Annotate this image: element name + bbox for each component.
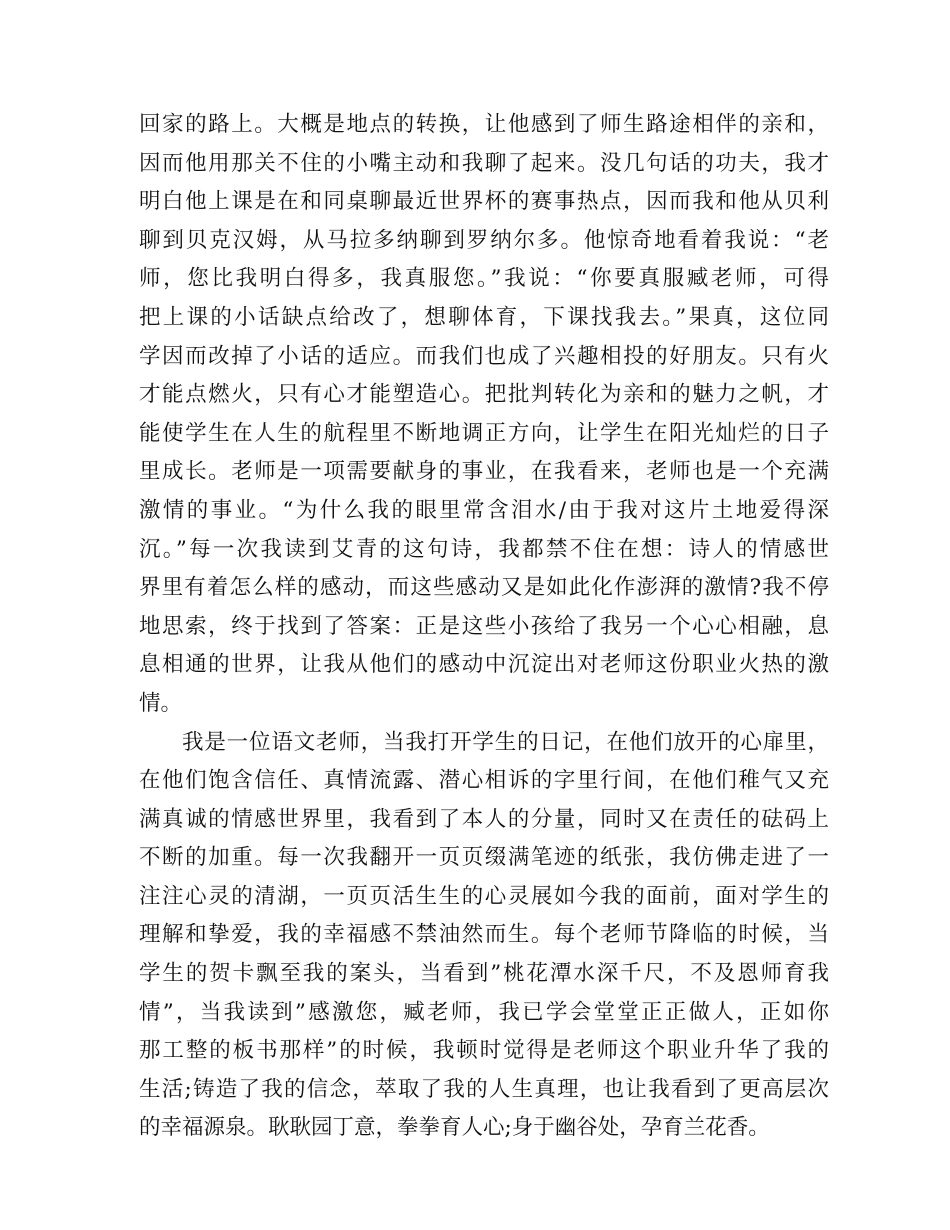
text-line: 明白他上课是在和同桌聊最近世界杯的赛事热点，因而我和他从贝利	[139, 189, 829, 215]
text-line: 激情的事业。“为什么我的眼里常含泪水/由于我对这片土地爱得深	[139, 497, 829, 523]
text-line: 把上课的小话缺点给改了，想聊体育，下课找我去。”果真，这位同	[139, 304, 829, 330]
text-line: 理解和挚爱，我的幸福感不禁油然而生。每个老师节降临的时候，当	[139, 922, 829, 948]
text-line: 生活;铸造了我的信念，萃取了我的人生真理，也让我看到了更高层次	[139, 1076, 829, 1102]
text-line: 回家的路上。大概是地点的转换，让他感到了师生路途相伴的亲和，	[139, 112, 829, 137]
paragraph-2	[139, 724, 829, 1149]
text-line: 里成长。老师是一项需要献身的事业，在我看来，老师也是一个充满	[139, 459, 829, 485]
document-body	[139, 106, 829, 1148]
text-line: 聊到贝克汉姆，从马拉多纳聊到罗纳尔多。他惊奇地看着我说：“老	[139, 227, 829, 253]
text-line: 情”，当我读到”感激您，臧老师，我已学会堂堂正正做人，正如你	[139, 999, 829, 1025]
text-line: 学生的贺卡飘至我的案头，当看到”桃花潭水深千尺，不及恩师育我	[139, 961, 829, 987]
text-line: 沉。”每一次我读到艾青的这句诗，我都禁不住在想：诗人的情感世	[139, 536, 829, 562]
text-line: 地思索，终于找到了答案：正是这些小孩给了我另一个心心相融，息	[139, 613, 829, 639]
text-line: 不断的加重。每一次我翻开一页页缀满笔迹的纸张，我仿佛走进了一	[139, 845, 829, 871]
text-line: 的幸福源泉。耿耿园丁意，拳拳育人心;身于幽谷处，孕育兰花香。	[139, 1115, 770, 1141]
paragraph-1	[139, 106, 829, 724]
text-line: 才能点燃火，只有心才能塑造心。把批判转化为亲和的魅力之帆，才	[139, 382, 829, 408]
text-line: 界里有着怎么样的感动，而这些感动又是如此化作澎湃的激情?我不停	[139, 575, 829, 601]
text-line: 注注心灵的清湖，一页页活生生的心灵展如今我的面前，面对学生的	[139, 883, 829, 909]
text-line: 师，您比我明白得多，我真服您。”我说：“你要真服臧老师，可得	[139, 266, 829, 292]
text-line: 我是一位语文老师，当我打开学生的日记，在他们放开的心扉里，	[182, 729, 829, 755]
text-line: 那工整的板书那样”的时候，我顿时觉得是老师这个职业升华了我的	[139, 1038, 829, 1064]
text-line: 能使学生在人生的航程里不断地调正方向，让学生在阳光灿烂的日子	[139, 420, 829, 446]
text-line: 在他们饱含信任、真情流露、潜心相诉的字里行间，在他们稚气又充	[139, 768, 829, 794]
text-line: 学因而改掉了小话的适应。而我们也成了兴趣相投的好朋友。只有火	[139, 343, 829, 369]
text-line: 满真诚的情感世界里，我看到了本人的分量，同时又在责任的砝码上	[139, 806, 829, 832]
text-line: 息相通的世界，让我从他们的感动中沉淀出对老师这份职业火热的激	[139, 652, 829, 678]
text-line: 情。	[139, 690, 183, 716]
text-line: 因而他用那关不住的小嘴主动和我聊了起来。没几句话的功夫，我才	[139, 150, 829, 176]
